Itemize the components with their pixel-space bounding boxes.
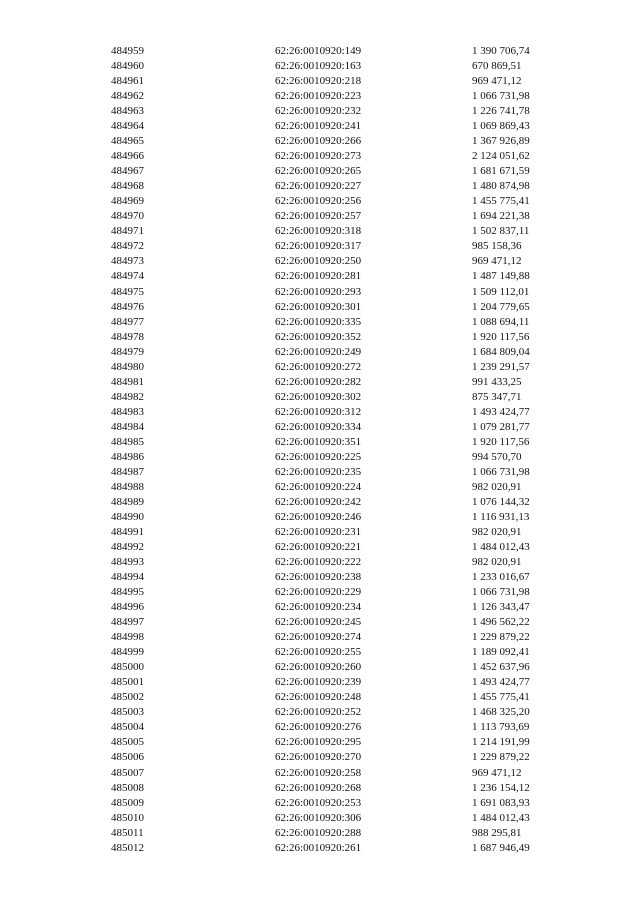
table-row bbox=[0, 435, 640, 450]
row-number: 485002 bbox=[111, 691, 144, 704]
cadastral-number: 62:26:0010920:229 bbox=[275, 586, 362, 599]
table-row bbox=[0, 690, 640, 705]
table-row bbox=[0, 345, 640, 360]
table-row bbox=[0, 360, 640, 375]
row-number: 484962 bbox=[111, 90, 144, 103]
row-number: 485000 bbox=[111, 661, 144, 674]
row-number: 485009 bbox=[111, 796, 144, 809]
table-row bbox=[0, 300, 640, 315]
cadastral-value: 2 124 051,62 bbox=[472, 150, 530, 163]
row-number: 484991 bbox=[111, 526, 144, 538]
cadastral-value: 1 204 779,65 bbox=[472, 300, 530, 313]
row-number: 485007 bbox=[111, 766, 144, 779]
table-row bbox=[0, 480, 640, 495]
table-row bbox=[0, 330, 640, 345]
cadastral-number: 62:26:0010920:261 bbox=[275, 841, 362, 854]
table-row bbox=[0, 285, 640, 300]
cadastral-value: 1 455 775,41 bbox=[472, 195, 530, 208]
row-number: 485003 bbox=[111, 706, 144, 719]
cadastral-value: 1 236 154,12 bbox=[472, 781, 530, 794]
cadastral-number: 62:26:0010920:253 bbox=[275, 796, 362, 809]
cadastral-number: 62:26:0010920:335 bbox=[275, 315, 362, 328]
cadastral-number: 62:26:0010920:227 bbox=[275, 180, 362, 193]
cadastral-value: 1 509 112,01 bbox=[472, 285, 530, 298]
row-number: 484999 bbox=[111, 646, 144, 659]
cadastral-value: 969 471,12 bbox=[472, 766, 522, 779]
table-row bbox=[0, 134, 640, 149]
row-number: 484975 bbox=[111, 285, 144, 298]
row-number: 485004 bbox=[111, 721, 144, 734]
cadastral-number: 62:26:0010920:301 bbox=[275, 300, 362, 313]
cadastral-value: 991 433,25 bbox=[472, 375, 522, 388]
cadastral-number: 62:26:0010920:272 bbox=[275, 360, 362, 373]
table-row bbox=[0, 89, 640, 104]
cadastral-number: 62:26:0010920:302 bbox=[275, 390, 362, 403]
row-number: 484968 bbox=[111, 180, 144, 193]
table-row bbox=[0, 59, 640, 74]
cadastral-number: 62:26:0010920:252 bbox=[275, 706, 362, 719]
cadastral-value: 1 920 117,56 bbox=[472, 435, 530, 448]
table-row bbox=[0, 510, 640, 525]
cadastral-value: 985 158,36 bbox=[472, 240, 522, 253]
cadastral-number: 62:26:0010920:351 bbox=[275, 435, 362, 448]
cadastral-number: 62:26:0010920:149 bbox=[275, 45, 362, 57]
row-number: 484995 bbox=[111, 586, 144, 599]
cadastral-number: 62:26:0010920:234 bbox=[275, 601, 362, 614]
row-number: 484983 bbox=[111, 405, 144, 418]
cadastral-value: 1 088 694,11 bbox=[472, 315, 530, 328]
table-row bbox=[0, 781, 640, 796]
row-number: 485006 bbox=[111, 751, 144, 764]
cadastral-value: 1 226 741,78 bbox=[472, 105, 530, 118]
cadastral-value: 1 452 637,96 bbox=[472, 661, 530, 674]
cadastral-value: 1 390 706,74 bbox=[472, 45, 530, 57]
cadastral-number: 62:26:0010920:225 bbox=[275, 450, 362, 463]
cadastral-value: 1 066 731,98 bbox=[472, 465, 530, 478]
cadastral-number: 62:26:0010920:238 bbox=[275, 571, 362, 584]
table-row bbox=[0, 194, 640, 209]
table-row bbox=[0, 750, 640, 765]
row-number: 485011 bbox=[111, 826, 144, 839]
cadastral-value: 982 020,91 bbox=[472, 480, 522, 493]
row-number: 484985 bbox=[111, 435, 144, 448]
cadastral-value: 1 484 012,43 bbox=[472, 541, 530, 554]
row-number: 484988 bbox=[111, 480, 144, 493]
cadastral-value: 1 687 946,49 bbox=[472, 841, 530, 854]
row-number: 484976 bbox=[111, 300, 144, 313]
cadastral-number: 62:26:0010920:276 bbox=[275, 721, 362, 734]
cadastral-value: 1 233 016,67 bbox=[472, 571, 530, 584]
cadastral-value: 969 471,12 bbox=[472, 75, 522, 88]
cadastral-number: 62:26:0010920:270 bbox=[275, 751, 362, 764]
cadastral-number: 62:26:0010920:318 bbox=[275, 225, 362, 238]
row-number: 484982 bbox=[111, 390, 144, 403]
cadastral-value: 1 487 149,88 bbox=[472, 270, 530, 283]
cadastral-number: 62:26:0010920:334 bbox=[275, 420, 362, 433]
row-number: 484964 bbox=[111, 120, 144, 133]
cadastral-number: 62:26:0010920:250 bbox=[275, 255, 362, 268]
table-row bbox=[0, 735, 640, 750]
table-row bbox=[0, 540, 640, 555]
table-row bbox=[0, 826, 640, 841]
row-number: 484973 bbox=[111, 255, 144, 268]
cadastral-number: 62:26:0010920:265 bbox=[275, 165, 362, 178]
table-row bbox=[0, 841, 640, 856]
row-number: 484997 bbox=[111, 616, 144, 629]
row-number: 484974 bbox=[111, 270, 144, 283]
table-row bbox=[0, 555, 640, 570]
row-number: 484990 bbox=[111, 510, 144, 523]
table-row bbox=[0, 570, 640, 585]
cadastral-number: 62:26:0010920:222 bbox=[275, 556, 362, 569]
row-number: 484994 bbox=[111, 571, 144, 584]
cadastral-value: 875 347,71 bbox=[472, 390, 522, 403]
cadastral-number: 62:26:0010920:273 bbox=[275, 150, 362, 163]
cadastral-number: 62:26:0010920:255 bbox=[275, 646, 362, 659]
cadastral-value: 1 214 191,99 bbox=[472, 736, 530, 749]
cadastral-value: 1 484 012,43 bbox=[472, 811, 530, 824]
cadastral-value: 1 493 424,77 bbox=[472, 676, 530, 689]
row-number: 484959 bbox=[111, 45, 144, 57]
cadastral-value: 1 493 424,77 bbox=[472, 405, 530, 418]
cadastral-value: 1 076 144,32 bbox=[472, 495, 530, 508]
row-number: 484967 bbox=[111, 165, 144, 178]
cadastral-value: 1 116 931,13 bbox=[472, 510, 530, 523]
cadastral-number: 62:26:0010920:352 bbox=[275, 330, 362, 343]
table-row bbox=[0, 405, 640, 420]
row-number: 484992 bbox=[111, 541, 144, 554]
table-row bbox=[0, 44, 640, 59]
cadastral-value: 670 869,51 bbox=[472, 60, 522, 73]
table-row bbox=[0, 164, 640, 179]
row-number: 484971 bbox=[111, 225, 144, 238]
table-row bbox=[0, 766, 640, 781]
table-row bbox=[0, 269, 640, 284]
table-row bbox=[0, 375, 640, 390]
row-number: 484966 bbox=[111, 150, 144, 163]
row-number: 485010 bbox=[111, 811, 144, 824]
table-row bbox=[0, 630, 640, 645]
cadastral-number: 62:26:0010920:281 bbox=[275, 270, 362, 283]
cadastral-value: 1 079 281,77 bbox=[472, 420, 530, 433]
cadastral-value: 1 502 837,11 bbox=[472, 225, 530, 238]
table-row bbox=[0, 315, 640, 330]
cadastral-value: 1 480 874,98 bbox=[472, 180, 530, 193]
table-row bbox=[0, 119, 640, 134]
cadastral-number: 62:26:0010920:295 bbox=[275, 736, 362, 749]
cadastral-value: 1 684 809,04 bbox=[472, 345, 530, 358]
cadastral-value: 1 066 731,98 bbox=[472, 90, 530, 103]
table-row bbox=[0, 615, 640, 630]
cadastral-value: 1 694 221,38 bbox=[472, 210, 530, 223]
row-number: 484969 bbox=[111, 195, 144, 208]
cadastral-number: 62:26:0010920:241 bbox=[275, 120, 362, 133]
table-row bbox=[0, 465, 640, 480]
cadastral-number: 62:26:0010920:306 bbox=[275, 811, 362, 824]
cadastral-number: 62:26:0010920:232 bbox=[275, 105, 362, 118]
cadastral-value: 1 468 325,20 bbox=[472, 706, 530, 719]
cadastral-number: 62:26:0010920:317 bbox=[275, 240, 362, 253]
table-row bbox=[0, 585, 640, 600]
row-number: 484979 bbox=[111, 345, 144, 358]
table-row bbox=[0, 74, 640, 89]
table-row bbox=[0, 390, 640, 405]
cadastral-value: 1 113 793,69 bbox=[472, 721, 530, 734]
cadastral-value: 1 681 671,59 bbox=[472, 165, 530, 178]
row-number: 484977 bbox=[111, 315, 144, 328]
cadastral-number: 62:26:0010920:268 bbox=[275, 781, 362, 794]
row-number: 484980 bbox=[111, 360, 144, 373]
cadastral-value: 1 691 083,93 bbox=[472, 796, 530, 809]
table-row bbox=[0, 179, 640, 194]
row-number: 484996 bbox=[111, 601, 144, 614]
cadastral-value: 988 295,81 bbox=[472, 826, 522, 839]
cadastral-number: 62:26:0010920:288 bbox=[275, 826, 362, 839]
row-number: 484970 bbox=[111, 210, 144, 223]
table-row bbox=[0, 675, 640, 690]
cadastral-number: 62:26:0010920:312 bbox=[275, 405, 362, 418]
table-row bbox=[0, 104, 640, 119]
cadastral-number: 62:26:0010920:274 bbox=[275, 631, 362, 644]
row-number: 484978 bbox=[111, 330, 144, 343]
table-row bbox=[0, 660, 640, 675]
row-number: 485012 bbox=[111, 841, 144, 854]
table-row bbox=[0, 600, 640, 615]
row-number: 484993 bbox=[111, 556, 144, 569]
table-row bbox=[0, 450, 640, 465]
cadastral-number: 62:26:0010920:293 bbox=[275, 285, 362, 298]
cadastral-number: 62:26:0010920:231 bbox=[275, 526, 362, 538]
cadastral-number: 62:26:0010920:257 bbox=[275, 210, 362, 223]
row-number: 484981 bbox=[111, 375, 144, 388]
row-number: 484963 bbox=[111, 105, 144, 118]
cadastral-value: 1 069 869,43 bbox=[472, 120, 530, 133]
cadastral-number: 62:26:0010920:235 bbox=[275, 465, 362, 478]
cadastral-number: 62:26:0010920:249 bbox=[275, 345, 362, 358]
row-number: 484961 bbox=[111, 75, 144, 88]
row-number: 484989 bbox=[111, 495, 144, 508]
cadastral-number: 62:26:0010920:282 bbox=[275, 375, 362, 388]
table-row bbox=[0, 209, 640, 224]
row-number: 484986 bbox=[111, 450, 144, 463]
table-row bbox=[0, 811, 640, 826]
cadastral-number: 62:26:0010920:221 bbox=[275, 541, 362, 554]
row-number: 484965 bbox=[111, 135, 144, 148]
row-number: 484972 bbox=[111, 240, 144, 253]
table-row bbox=[0, 239, 640, 254]
cadastral-number: 62:26:0010920:218 bbox=[275, 75, 362, 88]
cadastral-value: 1 367 926,89 bbox=[472, 135, 530, 148]
cadastral-number: 62:26:0010920:239 bbox=[275, 676, 362, 689]
cadastral-number: 62:26:0010920:242 bbox=[275, 495, 362, 508]
row-number: 484960 bbox=[111, 60, 144, 73]
data-table bbox=[0, 44, 640, 856]
cadastral-number: 62:26:0010920:246 bbox=[275, 510, 362, 523]
table-row bbox=[0, 705, 640, 720]
cadastral-value: 1 229 879,22 bbox=[472, 751, 530, 764]
table-row bbox=[0, 495, 640, 510]
table-row bbox=[0, 720, 640, 735]
cadastral-number: 62:26:0010920:260 bbox=[275, 661, 362, 674]
row-number: 484984 bbox=[111, 420, 144, 433]
table-row bbox=[0, 645, 640, 660]
cadastral-number: 62:26:0010920:258 bbox=[275, 766, 362, 779]
cadastral-number: 62:26:0010920:256 bbox=[275, 195, 362, 208]
cadastral-value: 1 066 731,98 bbox=[472, 586, 530, 599]
row-number: 484987 bbox=[111, 465, 144, 478]
row-number: 484998 bbox=[111, 631, 144, 644]
cadastral-value: 969 471,12 bbox=[472, 255, 522, 268]
table-row bbox=[0, 420, 640, 435]
table-row bbox=[0, 224, 640, 239]
table-row bbox=[0, 525, 640, 540]
cadastral-value: 994 570,70 bbox=[472, 450, 522, 463]
cadastral-value: 982 020,91 bbox=[472, 556, 522, 569]
cadastral-number: 62:26:0010920:224 bbox=[275, 480, 362, 493]
cadastral-number: 62:26:0010920:163 bbox=[275, 60, 362, 73]
row-number: 485001 bbox=[111, 676, 144, 689]
cadastral-value: 1 189 092,41 bbox=[472, 646, 530, 659]
row-number: 485008 bbox=[111, 781, 144, 794]
cadastral-value: 1 455 775,41 bbox=[472, 691, 530, 704]
row-number: 485005 bbox=[111, 736, 144, 749]
cadastral-value: 982 020,91 bbox=[472, 526, 522, 538]
cadastral-number: 62:26:0010920:245 bbox=[275, 616, 362, 629]
table-row bbox=[0, 149, 640, 164]
cadastral-value: 1 126 343,47 bbox=[472, 601, 530, 614]
table-row bbox=[0, 254, 640, 269]
table-row bbox=[0, 796, 640, 811]
cadastral-value: 1 229 879,22 bbox=[472, 631, 530, 644]
cadastral-number: 62:26:0010920:266 bbox=[275, 135, 362, 148]
cadastral-value: 1 239 291,57 bbox=[472, 360, 530, 373]
cadastral-value: 1 496 562,22 bbox=[472, 616, 530, 629]
cadastral-number: 62:26:0010920:248 bbox=[275, 691, 362, 704]
cadastral-number: 62:26:0010920:223 bbox=[275, 90, 362, 103]
cadastral-value: 1 920 117,56 bbox=[472, 330, 530, 343]
